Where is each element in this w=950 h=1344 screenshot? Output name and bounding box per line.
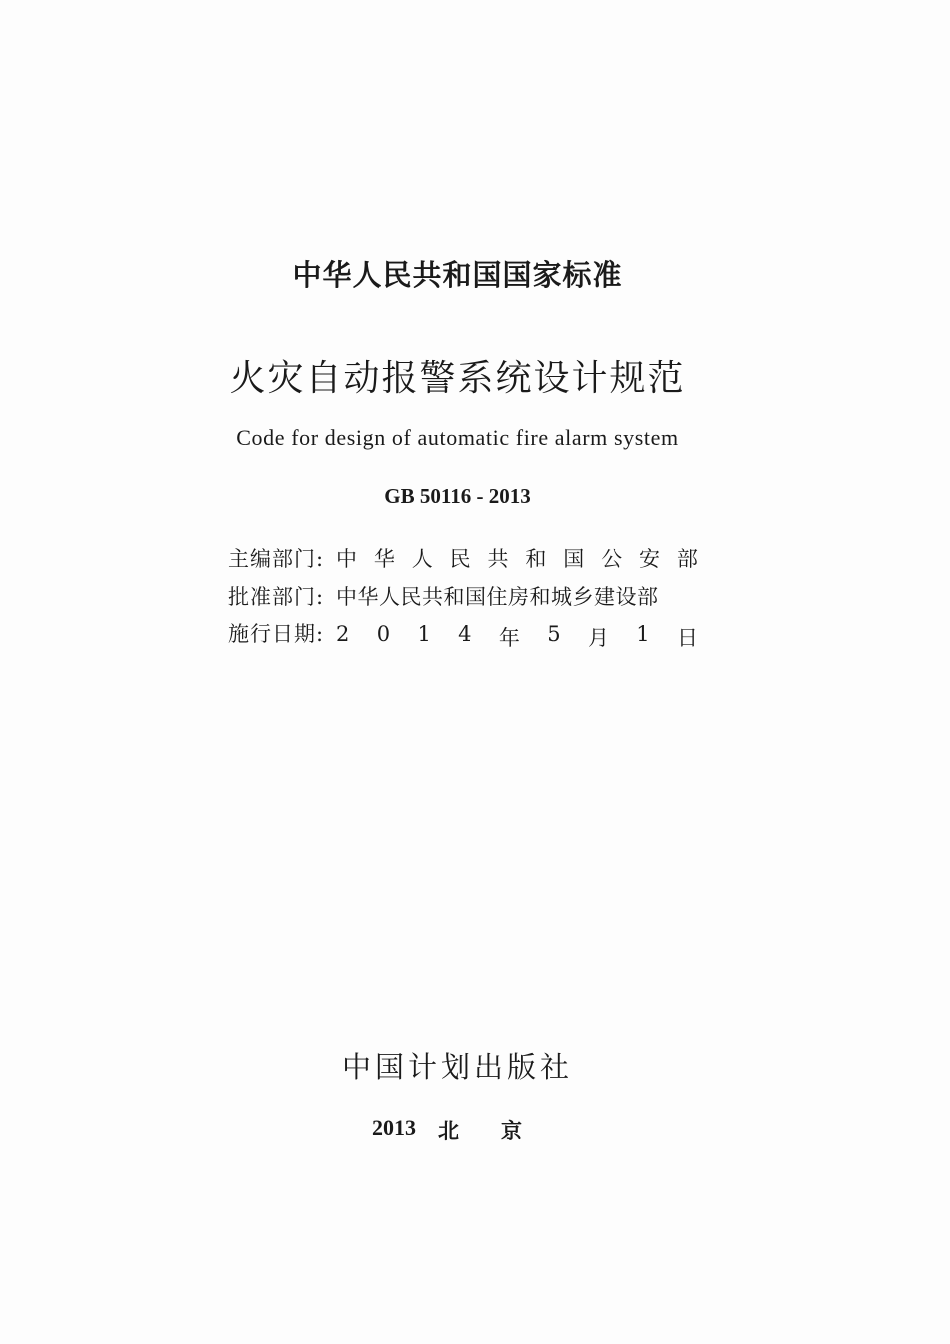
imprint-line	[372, 1115, 564, 1145]
imprint-year: 2013	[372, 1115, 416, 1140]
date-char: 2	[336, 622, 350, 646]
editor-value	[336, 543, 698, 573]
approver-value: 中华人民共和国住房和城乡建设部	[336, 585, 659, 609]
date-char: 1	[417, 622, 431, 646]
editor-char: 公	[601, 547, 623, 571]
date-char: 年	[498, 626, 520, 650]
publisher-name: 中国计划出版社	[341, 1050, 573, 1084]
approver-row	[228, 581, 698, 611]
approver-label: 批准部门:	[228, 585, 325, 609]
document-title-chinese: 火灾自动报警系统设计规范	[229, 358, 686, 399]
editor-char: 安	[639, 547, 660, 571]
editor-char: 民	[449, 547, 471, 571]
editor-char: 人	[411, 547, 433, 571]
editor-char: 部	[676, 547, 698, 571]
editor-char: 中	[336, 547, 357, 571]
date-char: 日	[677, 626, 698, 650]
imprint-city: 北京	[438, 1119, 564, 1143]
editor-row	[228, 543, 698, 573]
editor-char: 国	[563, 547, 585, 571]
document-title-english: Code for design of automatic fire alarm system	[236, 425, 679, 450]
editor-char: 和	[525, 547, 547, 571]
editor-char: 共	[487, 547, 509, 571]
date-char: 1	[636, 622, 650, 646]
effective-date-value	[336, 622, 698, 652]
standard-code: GB 50116 - 2013	[384, 484, 531, 508]
editor-label: 主编部门:	[228, 547, 325, 571]
effective-date-label: 施行日期:	[228, 622, 325, 646]
effective-date-row	[228, 618, 698, 652]
date-char: 月	[587, 626, 609, 650]
date-char: 4	[458, 622, 472, 646]
date-char: 0	[376, 622, 391, 646]
date-char: 5	[547, 622, 561, 646]
standard-series: 中华人民共和国国家标准	[292, 258, 623, 292]
editor-char: 华	[373, 547, 395, 571]
